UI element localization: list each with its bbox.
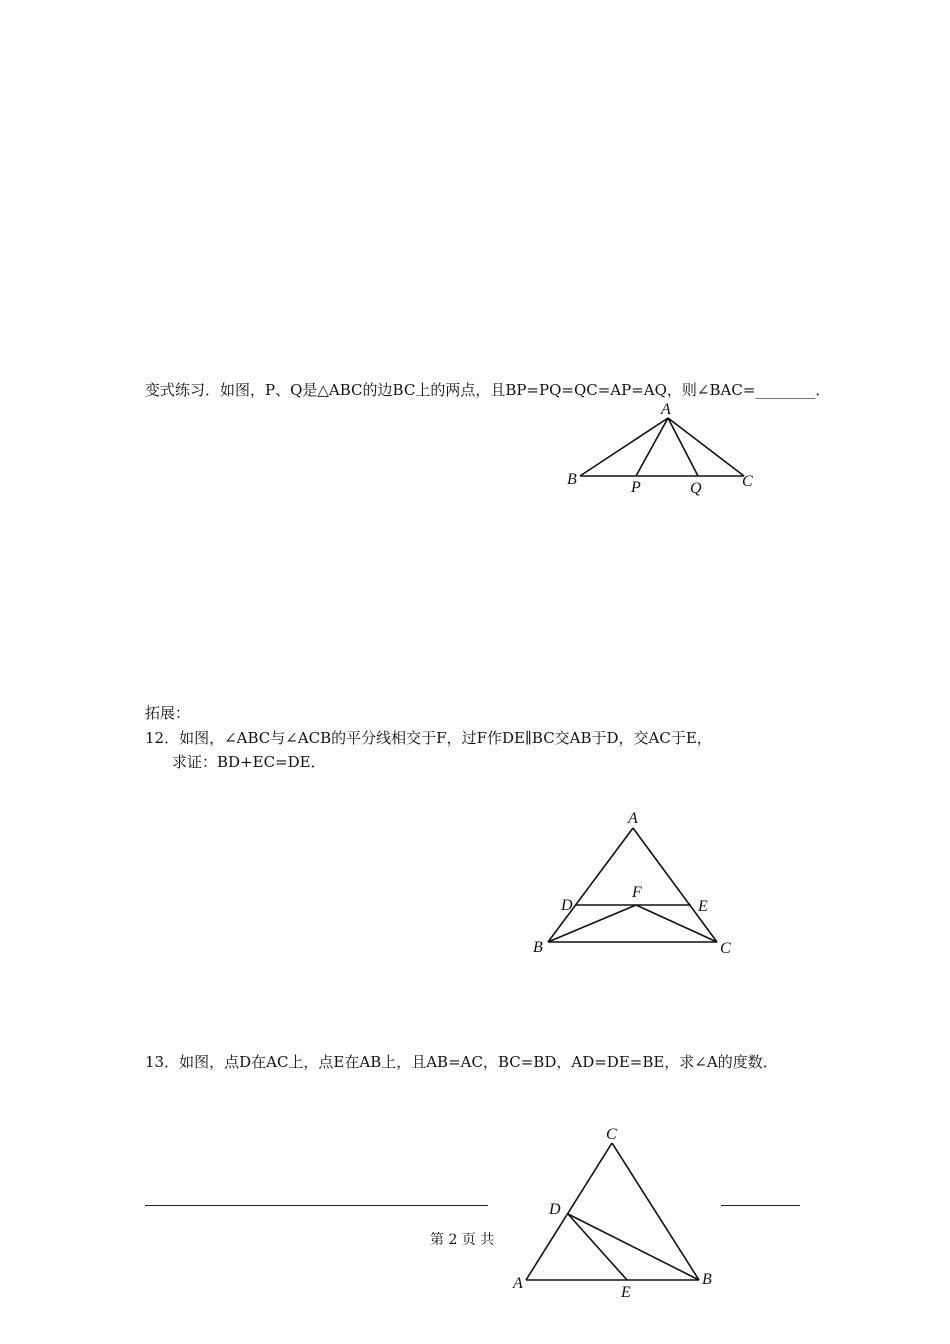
label-e: E bbox=[698, 898, 708, 915]
label-a: A bbox=[628, 810, 638, 827]
question-13-text: 13．如图，点D在AC上，点E在AB上，且AB=AC，BC=BD，AD=DE=BE，求∠A的度数． bbox=[145, 1053, 778, 1071]
label-c: C bbox=[720, 940, 731, 957]
segment-ac bbox=[526, 1143, 612, 1280]
question-12-line1: 12．如图，∠ABC与∠ACB的平分线相交于F，过F作DE∥BC交AB于D，交AC于E， bbox=[145, 729, 712, 747]
label-e: E bbox=[621, 1284, 631, 1301]
label-d: D bbox=[549, 1201, 561, 1218]
label-q: Q bbox=[690, 480, 702, 497]
extension-heading: 拓展： bbox=[145, 704, 191, 722]
segment-de bbox=[568, 1214, 627, 1280]
label-a: A bbox=[661, 401, 671, 418]
label-c: C bbox=[742, 473, 753, 490]
variant-exercise-text: 变式练习．如图，P、Q是△ABC的边BC上的两点，且BP=PQ=QC=AP=AQ，则∠BAC=________． bbox=[145, 381, 831, 399]
label-d: D bbox=[561, 897, 573, 914]
label-p: P bbox=[631, 479, 641, 496]
label-b: B bbox=[567, 471, 577, 488]
label-a: A bbox=[513, 1275, 523, 1292]
label-c: C bbox=[606, 1126, 617, 1143]
question-12-line2: 求证：BD+EC=DE． bbox=[172, 753, 326, 771]
page-number: 第 2 页 共 bbox=[430, 1232, 495, 1248]
label-b: B bbox=[702, 1271, 712, 1288]
segment-db bbox=[568, 1214, 699, 1280]
segment-cb bbox=[612, 1143, 699, 1280]
label-f: F bbox=[632, 884, 642, 901]
label-b: B bbox=[533, 939, 543, 956]
